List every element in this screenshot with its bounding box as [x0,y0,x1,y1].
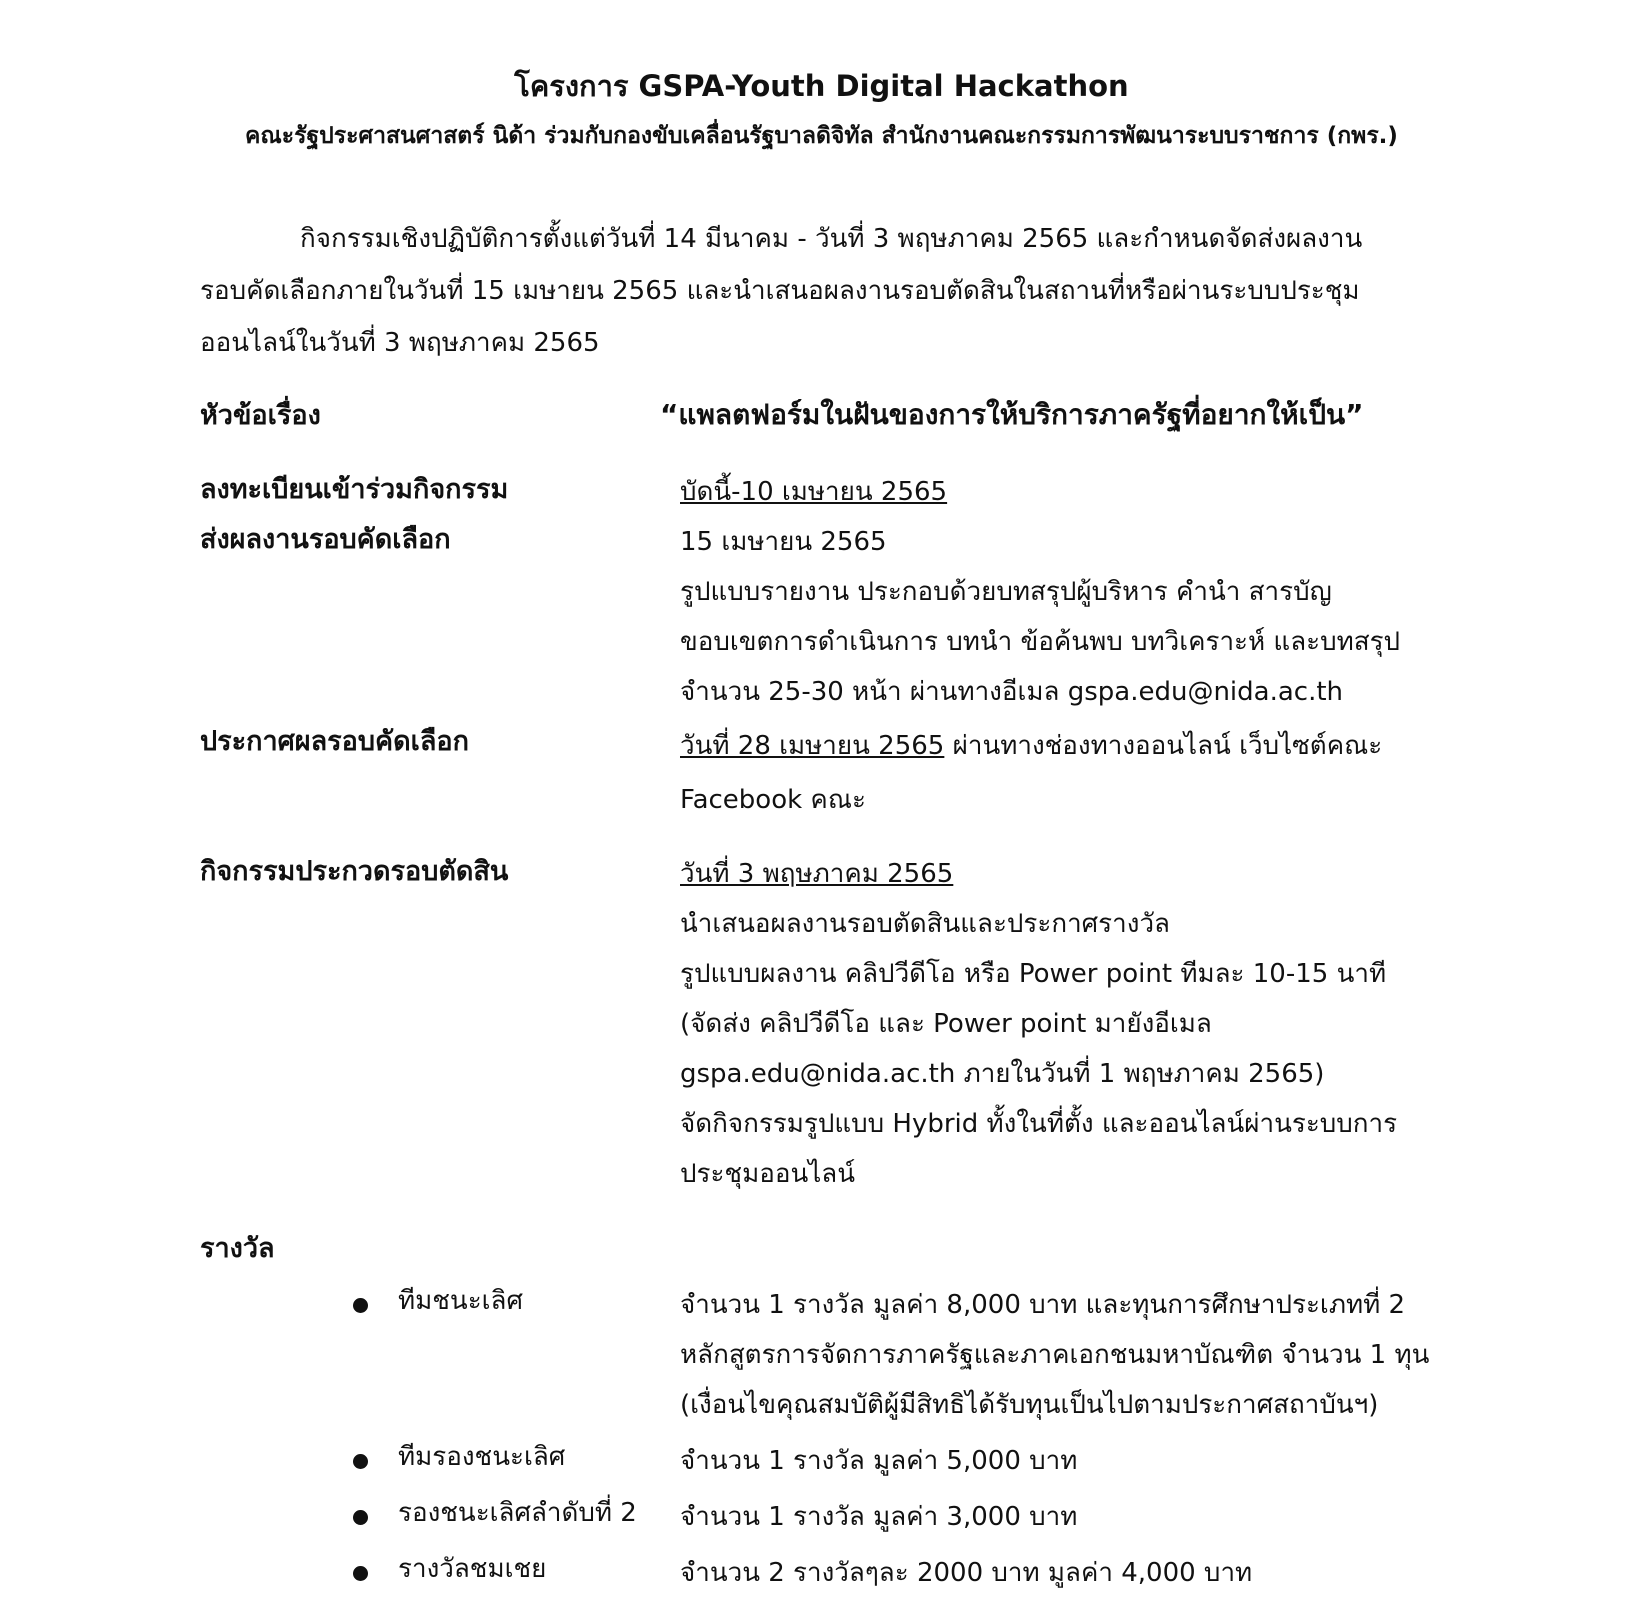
document-title: โครงการ GSPA-Youth Digital Hackathon [514,69,1129,103]
prize-line: หลักสูตรการจัดการภาครัฐและภาคเอกชนมหาบัณฑิต จำนวน 1 ทุน [680,1340,1430,1370]
registration-value [680,467,947,517]
intro-line: ออนไลน์ในวันที่ 3 พฤษภาคม 2565 [200,328,600,358]
prize-name: รองชนะเลิศลำดับที่ 2 [398,1498,637,1528]
announcement-details [680,719,1382,827]
submission-line: ขอบเขตการดำเนินการ บทนำ ข้อค้นพบ บทวิเคราะห์ และบทสรุป [680,627,1401,657]
final-label: กิจกรรมประกวดรอบตัดสิน [200,856,509,887]
final-line: gspa.edu@nida.ac.th ภายในวันที่ 1 พฤษภาคม 2565) [680,1059,1325,1089]
intro-paragraph [200,213,1440,369]
bullet-icon [353,1566,368,1581]
prize-name: ทีมรองชนะเลิศ [398,1442,566,1472]
submission-line: จำนวน 25-30 หน้า ผ่านทางอีเมล gspa.edu@nida.ac.th [680,677,1344,707]
announcement-date: วันที่ 28 เมษายน 2565 [680,731,945,761]
final-line: นำเสนอผลงานรอบตัดสินและประกาศรางวัล [680,909,1170,939]
announcement-channels: ผ่านทางช่องทางออนไลน์ เว็บไซต์คณะ [944,731,1383,761]
submission-line: รูปแบบรายงาน ประกอบด้วยบทสรุปผู้บริหาร คำนำ สารบัญ [680,577,1332,607]
prize-description [680,1548,1252,1598]
announcement-label: ประกาศผลรอบคัดเลือก [200,726,469,757]
prize-line: จำนวน 2 รางวัลๆละ 2000 บาท มูลค่า 4,000 บาท [680,1558,1253,1588]
registration-date: บัดนี้-10 เมษายน 2565 [680,477,948,507]
prize-line: จำนวน 1 รางวัล มูลค่า 5,000 บาท [680,1446,1078,1476]
prize-name: รางวัลชมเชย [398,1554,547,1584]
final-line: รูปแบบผลงาน คลิปวีดีโอ หรือ Power point ทีมละ 10-15 นาที [680,959,1387,989]
final-line: จัดกิจกรรมรูปแบบ Hybrid ทั้งในที่ตั้ง และออนไลน์ผ่านระบบการ [680,1109,1398,1139]
bullet-icon [353,1454,368,1469]
intro-line: กิจกรรมเชิงปฏิบัติการตั้งแต่วันที่ 14 มีนาคม - วันที่ 3 พฤษภาคม 2565 และกำหนดจัดส่งผลงาน [300,224,1363,254]
prize-description [680,1280,1429,1430]
topic-label: หัวข้อเรื่อง [200,400,321,431]
awards-label: รางวัล [200,1233,275,1264]
final-date: วันที่ 3 พฤษภาคม 2565 [680,859,954,889]
submission-details [680,517,1400,717]
final-line: ประชุมออนไลน์ [680,1159,856,1189]
final-line: (จัดส่ง คลิปวีดีโอ และ Power point มายังอีเมล [680,1009,1212,1039]
registration-label: ลงทะเบียนเข้าร่วมกิจกรรม [200,474,509,505]
prize-line: จำนวน 1 รางวัล มูลค่า 8,000 บาท และทุนการศึกษาประเภทที่ 2 [680,1290,1406,1320]
topic-value: “แพลตฟอร์มในฝันของการให้บริการภาครัฐที่อยากให้เป็น” [660,398,1364,431]
bullet-icon [353,1298,368,1313]
announcement-line: Facebook คณะ [680,785,866,815]
bullet-icon [353,1510,368,1525]
prize-description [680,1436,1077,1486]
final-details [680,849,1397,1199]
prize-name: ทีมชนะเลิศ [398,1286,523,1316]
intro-line: รอบคัดเลือกภายในวันที่ 15 เมษายน 2565 และนำเสนอผลงานรอบตัดสินในสถานที่หรือผ่านระบบประชุม [200,276,1360,306]
submission-line: 15 เมษายน 2565 [680,527,887,557]
prize-line: (เงื่อนไขคุณสมบัติผู้มีสิทธิได้รับทุนเป็นไปตามประกาศสถาบันฯ) [680,1390,1379,1420]
prize-description [680,1492,1077,1542]
document-subtitle: คณะรัฐประศาสนศาสตร์ นิด้า ร่วมกับกองขับเคลื่อนรัฐบาลดิจิทัล สำนักงานคณะกรรมการพัฒนาระบบราชการ (กพร.) [245,123,1398,149]
submission-label: ส่งผลงานรอบคัดเลือก [200,524,451,555]
prize-line: จำนวน 1 รางวัล มูลค่า 3,000 บาท [680,1502,1078,1532]
